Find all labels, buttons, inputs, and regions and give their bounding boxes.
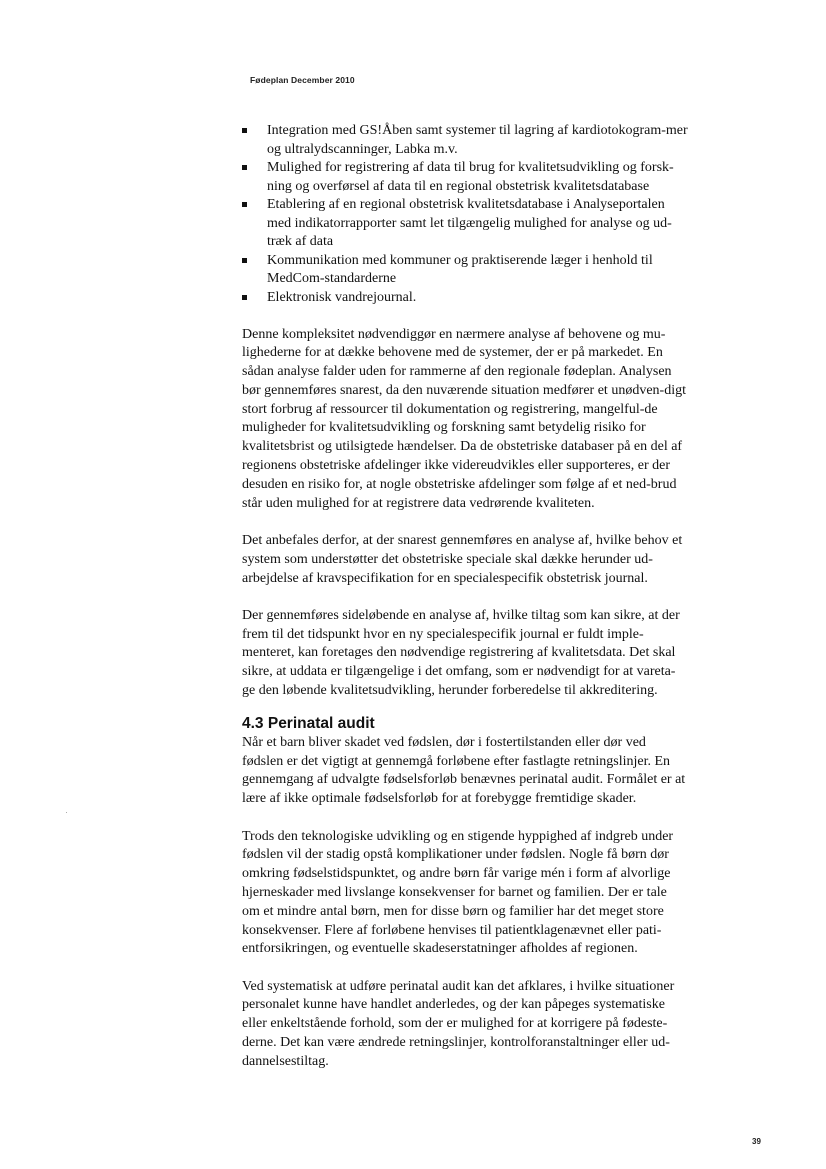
paragraph: Trods den teknologiske udvikling og en stigende hyppighed af indgreb under fødslen vil der stadig opstå komplikationer under fødslen. Nogle få børn dør omkring fødselstidspunktet, og andre børn får varige mén i form af alvorlige hjerneskader med livslange konsekvenser for barnet og familien. Der er tale om et mindre antal børn, men for disse børn og familier har det meget store konsekvenser. Flere af forløbene henvises til patientklagenævnet eller pati-entforsikringen, og eventuelle skadeserstatninger afholdes af regionen.	[242, 828, 674, 957]
list-item: Elektronisk vandrejournal.	[242, 289, 688, 308]
page-number: 39	[752, 1137, 761, 1146]
bullet-square-icon	[242, 202, 247, 207]
list-item: Etablering af en regional obstetrisk kvalitetsdatabase i Analyseportalen med indikatorrapporter samt let tilgængelig mulighed for analyse og ud-træk af data	[242, 196, 688, 252]
bullet-square-icon	[242, 295, 247, 300]
bullet-square-icon	[242, 128, 247, 133]
section-heading: 4.3 Perinatal audit	[242, 714, 375, 732]
paragraph: Ved systematisk at udføre perinatal audit kan det afklares, i hvilke situationer personalet kunne have handlet anderledes, og der kan påpeges systematiske eller enkeltstående forhold, som der er mulighed for at korrigere på fødeste-derne. Det kan være ændrede retningslinjer, kontrolforanstaltninger eller ud-dannelsestiltag.	[242, 978, 675, 1069]
page-body	[242, 122, 688, 1072]
running-header: Fødeplan December 2010	[250, 75, 355, 85]
scan-speck	[66, 812, 67, 813]
paragraph: Denne kompleksitet nødvendiggør en nærmere analyse af behovene og mu-lighederne for at dække behovene med de systemer, der er på markedet. En sådan analyse falder uden for rammerne af den regionale fødeplan. Analysen bør gennemføres snarest, da den nuværende situation medfører et unødven-digt stort forbrug af ressourcer til dokumentation og registrering, mangelful-de muligheder for kvalitetsudvikling og forskning samt betydelig risiko for kvalitetsbrist og utilsigtede hændelser. Da de obstetriske databaser på en del af regionens obstetriske afdelinger ikke videreudvikles eller supporteres, er der desuden en risiko for, at nogle obstetriske afdelinger som følge af et ned-brud står uden mulighed for at registrere data vedrørende kvaliteten.	[242, 326, 686, 511]
list-item: Integration med GS!Åben samt systemer til lagring af kardiotokogram-mer og ultralydscanninger, Labka m.v.	[242, 122, 688, 159]
paragraph: Der gennemføres sideløbende en analyse af, hvilke tiltag som kan sikre, at der frem til det tidspunkt hvor en ny specialespecifik journal er fuldt imple-menteret, kan foretages den nødvendige registrering af kvalitetsdata. Det skal sikre, at uddata er tilgængelige i det omfang, som er nødvendigt for at vareta-ge den løbende kvalitetsudvikling, herunder forberedelse til akkreditering.	[242, 607, 680, 699]
bullet-square-icon	[242, 165, 247, 170]
paragraph: Når et barn bliver skadet ved fødslen, dør i fostertilstanden eller dør ved fødslen er det vigtigt at gennemgå forløbene efter fastlagte retningslinjer. En gennemgang af udvalgte fødselsforløb benævnes perinatal audit. Formålet er at lære af ikke optimale fødselsforløb for at forebygge fremtidige skader.	[242, 734, 686, 807]
bullet-list	[242, 122, 688, 307]
list-item: Mulighed for registrering af data til brug for kvalitetsudvikling og forsk-ning og overførsel af data til en regional obstetrisk kvalitetsdatabase	[242, 159, 688, 196]
bullet-square-icon	[242, 258, 247, 263]
paragraph: Det anbefales derfor, at der snarest gennemføres en analyse af, hvilke behov et system som understøtter det obstetriske speciale skal dække herunder ud-arbejdelse af kravspecifikation for en specialespecifik obstetrisk journal.	[242, 532, 683, 586]
list-item: Kommunikation med kommuner og praktiserende læger i henhold til MedCom-standarderne	[242, 252, 688, 289]
